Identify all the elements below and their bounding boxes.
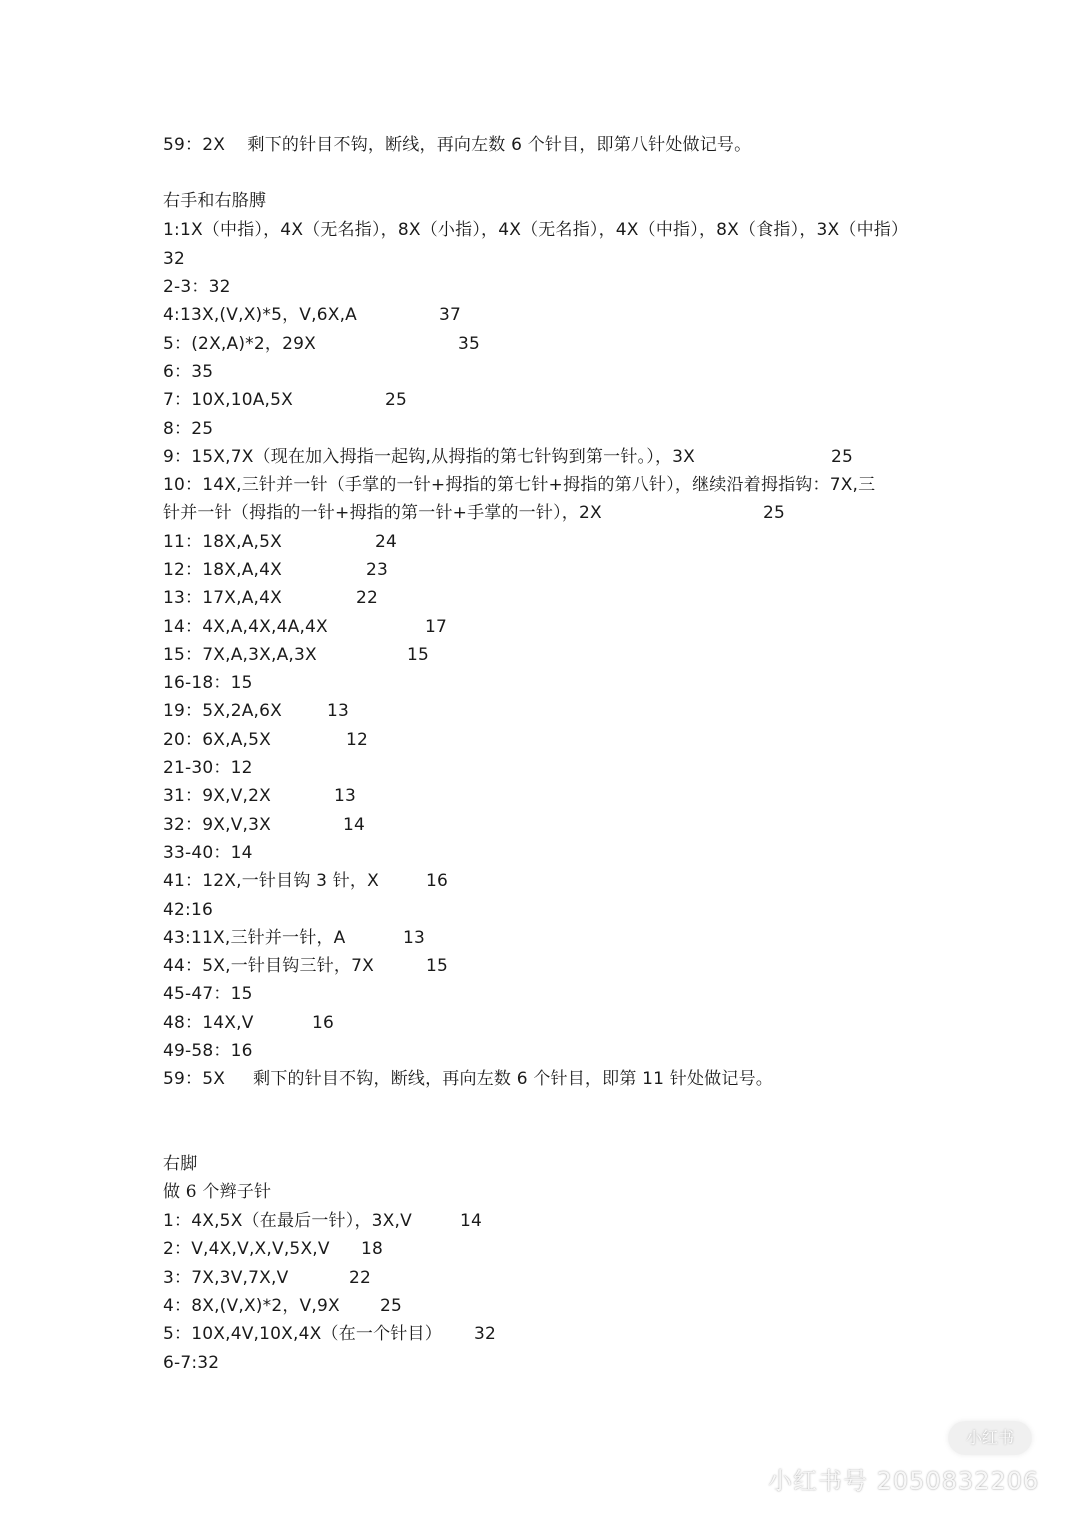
row-text: 42:16 [163,900,213,920]
row-text: 1：4X,5X（在最后一针），3X,V [163,1211,412,1231]
stitch-count: 23 [366,560,389,580]
row-text: 13：17X,A,4X [163,588,283,608]
row-4 [163,304,462,326]
row-11 [163,531,398,553]
watermark-logo: 小红书 [948,1421,1032,1455]
row-text: 4:13X,(V,X)*5，V,6X,A [163,305,358,325]
foot-row-6-7 [163,1352,219,1374]
row-text: 5：10X,4V,10X,4X（在一个针目） [163,1324,442,1344]
stitch-count: 12 [346,730,369,750]
foot-row-3 [163,1267,372,1289]
row-31 [163,785,357,807]
row-text: 59：5X 剩下的针目不钩，断线，再向左数 6 个针目，即第 11 针处做记号。 [163,1069,773,1089]
stitch-count: 22 [349,1268,372,1288]
row-10-line-1: 10：14X,三针并一针（手掌的一针+拇指的第七针+拇指的第八针），继续沿着拇指钩：7X,三 [163,475,876,495]
foot-row-2 [163,1238,384,1260]
row-59 [163,1068,773,1090]
row-1: 1:1X（中指），4X（无名指），8X（小指），4X（无名指），4X（中指），8X（食指），3X（中指） [163,220,909,240]
row-44 [163,955,449,977]
row-43 [163,927,426,949]
row-15 [163,644,430,666]
row-text: 3：7X,3V,7X,V [163,1268,289,1288]
foot-row-4 [163,1295,403,1317]
stitch-count: 13 [334,786,357,806]
row-6 [163,361,213,383]
row-7 [163,389,408,411]
row-59-prev: 59：2X 剩下的针目不钩，断线，再向左数 6 个针目，即第八针处做记号。 [163,135,752,155]
stitch-count: 15 [407,645,430,665]
stitch-count: 25 [385,390,408,410]
row-10-line-2 [163,502,786,524]
row-text: 41：12X,一针目钩 3 针，X [163,871,379,891]
stitch-count: 16 [312,1013,335,1033]
stitch-count: 16 [426,871,449,891]
stitch-count: 37 [439,305,462,325]
row-13 [163,587,379,609]
stitch-count: 32 [474,1324,497,1344]
row-text: 5：(2X,A)*2，29X [163,334,316,354]
row-text: 9：15X,7X（现在加入拇指一起钩,从拇指的第七针钩到第一针。），3X [163,447,696,467]
stitch-count: 13 [403,928,426,948]
row-49-58 [163,1040,253,1062]
row-text: 15：7X,A,3X,A,3X [163,645,317,665]
row-45-47 [163,983,253,1005]
stitch-count: 25 [380,1296,403,1316]
row-text: 7：10X,10A,5X [163,390,294,410]
row-text: 44：5X,一针目钩三针，7X [163,956,374,976]
stitch-count: 17 [425,617,448,637]
row-12 [163,559,389,581]
row-text: 12：18X,A,4X [163,560,283,580]
stitch-count: 14 [460,1211,483,1231]
row-33-40 [163,842,253,864]
row-20 [163,729,369,751]
row-text: 4：8X,(V,X)*2，V,9X [163,1296,340,1316]
row-text: 48：14X,V [163,1013,254,1033]
row-2-3 [163,276,231,298]
row-5 [163,333,481,355]
row-1-count: 32 [163,249,186,269]
row-text: 32：9X,V,3X [163,815,271,835]
stitch-count: 35 [458,334,481,354]
row-text: 21-30：12 [163,758,253,778]
row-19 [163,700,350,722]
row-14 [163,616,448,638]
row-text: 2：V,4X,V,X,V,5X,V [163,1239,330,1259]
row-text: 19：5X,2A,6X [163,701,283,721]
stitch-count: 22 [356,588,379,608]
watermark-text: 小红书号 2050832206 [768,1467,1040,1495]
row-text: 11：18X,A,5X [163,532,283,552]
row-42 [163,899,213,921]
row-48 [163,1012,335,1034]
row-text: 43:11X,三针并一针，A [163,928,346,948]
section-subtitle-chain: 做 6 个辫子针 [163,1182,272,1202]
stitch-count: 25 [763,503,786,523]
foot-row-1 [163,1210,483,1232]
row-text: 16-18：15 [163,673,253,693]
row-text: 49-58：16 [163,1041,253,1061]
row-text: 31：9X,V,2X [163,786,271,806]
stitch-count: 14 [343,815,366,835]
stitch-count: 24 [375,532,398,552]
row-16-18 [163,672,253,694]
row-9 [163,446,854,468]
row-text: 6：35 [163,362,214,382]
row-41 [163,870,449,892]
stitch-count: 13 [327,701,350,721]
row-32 [163,814,366,836]
row-text: 6-7:32 [163,1353,220,1373]
row-text: 针并一针（拇指的一针+拇指的第一针+手掌的一针），2X [163,503,602,523]
row-text: 20：6X,A,5X [163,730,271,750]
foot-row-5 [163,1323,497,1345]
row-text: 45-47：15 [163,984,253,1004]
stitch-count: 18 [361,1239,384,1259]
stitch-count: 15 [426,956,449,976]
row-text: 33-40：14 [163,843,253,863]
row-21-30 [163,757,253,779]
row-text: 8：25 [163,419,214,439]
row-text: 14：4X,A,4X,4A,4X [163,617,328,637]
section-title-right-hand: 右手和右胳膊 [163,191,267,211]
section-title-right-foot: 右脚 [163,1154,198,1174]
row-text: 2-3：32 [163,277,231,297]
row-8 [163,418,213,440]
stitch-count: 25 [831,447,854,467]
